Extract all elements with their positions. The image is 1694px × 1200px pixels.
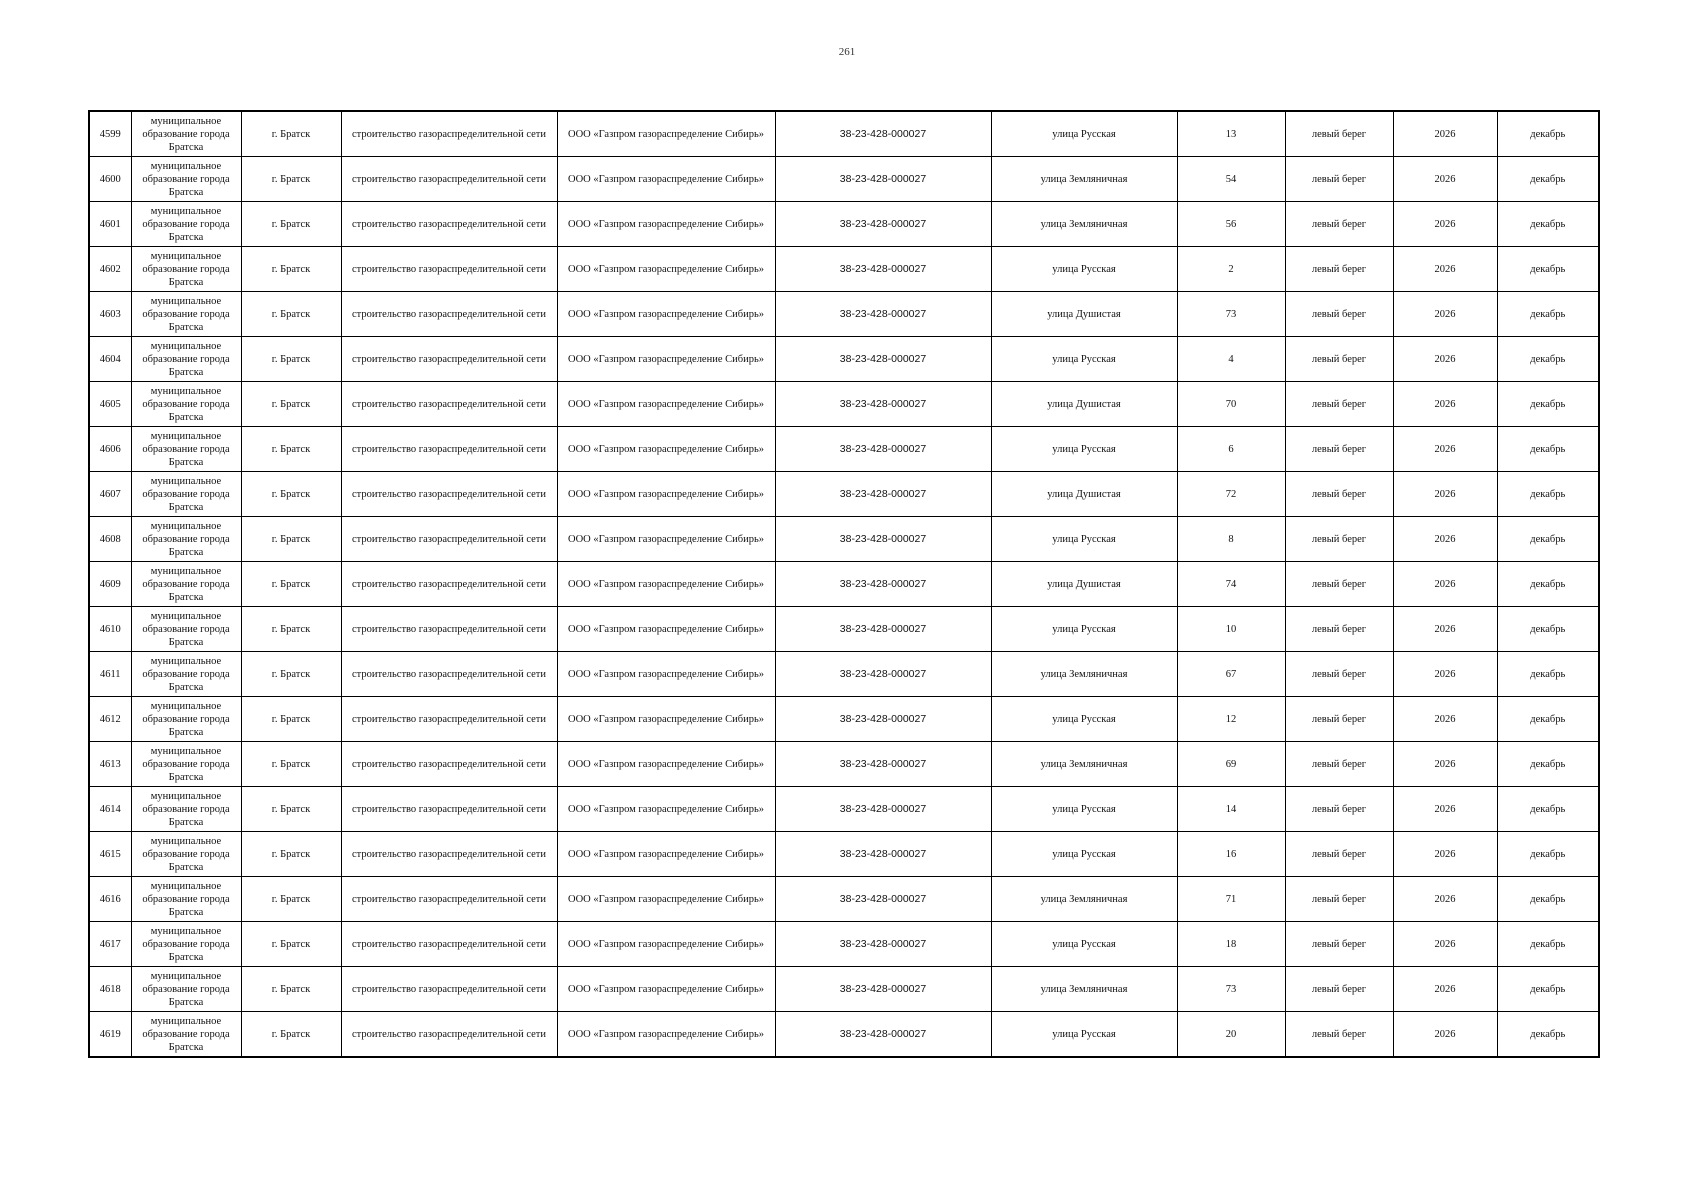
cell-municipality: муниципальное образование города Братска — [131, 922, 241, 967]
cell-settlement: г. Братск — [241, 922, 341, 967]
cell-street: улица Русская — [991, 607, 1177, 652]
cell-river-bank: левый берег — [1285, 202, 1393, 247]
cell-street: улица Русская — [991, 111, 1177, 157]
cell-object: строительство газораспределительной сети — [341, 1012, 557, 1058]
cell-river-bank: левый берег — [1285, 832, 1393, 877]
cell-street: улица Душистая — [991, 562, 1177, 607]
cell-month: декабрь — [1497, 787, 1599, 832]
cell-settlement: г. Братск — [241, 202, 341, 247]
cell-municipality: муниципальное образование города Братска — [131, 427, 241, 472]
cell-object: строительство газораспределительной сети — [341, 427, 557, 472]
cell-organization: ООО «Газпром газораспределение Сибирь» — [557, 247, 775, 292]
cell-street: улица Русская — [991, 517, 1177, 562]
cell-code: 38-23-428-000027 — [775, 472, 991, 517]
cell-row-number: 4607 — [89, 472, 131, 517]
cell-organization: ООО «Газпром газораспределение Сибирь» — [557, 111, 775, 157]
cell-river-bank: левый берег — [1285, 382, 1393, 427]
cell-object: строительство газораспределительной сети — [341, 111, 557, 157]
cell-code: 38-23-428-000027 — [775, 652, 991, 697]
cell-month: декабрь — [1497, 157, 1599, 202]
cell-street: улица Земляничная — [991, 652, 1177, 697]
cell-municipality: муниципальное образование города Братска — [131, 292, 241, 337]
cell-street: улица Русская — [991, 922, 1177, 967]
cell-house-number: 16 — [1177, 832, 1285, 877]
cell-settlement: г. Братск — [241, 382, 341, 427]
table-row — [89, 697, 1599, 742]
cell-organization: ООО «Газпром газораспределение Сибирь» — [557, 832, 775, 877]
cell-street: улица Русская — [991, 787, 1177, 832]
cell-river-bank: левый берег — [1285, 337, 1393, 382]
cell-street: улица Русская — [991, 247, 1177, 292]
table-row — [89, 292, 1599, 337]
cell-object: строительство газораспределительной сети — [341, 157, 557, 202]
cell-settlement: г. Братск — [241, 292, 341, 337]
cell-municipality: муниципальное образование города Братска — [131, 337, 241, 382]
cell-house-number: 8 — [1177, 517, 1285, 562]
cell-river-bank: левый берег — [1285, 787, 1393, 832]
cell-code: 38-23-428-000027 — [775, 337, 991, 382]
cell-settlement: г. Братск — [241, 1012, 341, 1058]
cell-river-bank: левый берег — [1285, 922, 1393, 967]
cell-code: 38-23-428-000027 — [775, 292, 991, 337]
cell-municipality: муниципальное образование города Братска — [131, 742, 241, 787]
cell-object: строительство газораспределительной сети — [341, 607, 557, 652]
table-row — [89, 382, 1599, 427]
cell-year: 2026 — [1393, 967, 1497, 1012]
cell-house-number: 69 — [1177, 742, 1285, 787]
table-row — [89, 247, 1599, 292]
cell-river-bank: левый берег — [1285, 111, 1393, 157]
cell-street: улица Земляничная — [991, 877, 1177, 922]
cell-code: 38-23-428-000027 — [775, 382, 991, 427]
cell-code: 38-23-428-000027 — [775, 562, 991, 607]
cell-year: 2026 — [1393, 832, 1497, 877]
table-row — [89, 922, 1599, 967]
cell-code: 38-23-428-000027 — [775, 742, 991, 787]
cell-organization: ООО «Газпром газораспределение Сибирь» — [557, 922, 775, 967]
cell-code: 38-23-428-000027 — [775, 157, 991, 202]
cell-row-number: 4618 — [89, 967, 131, 1012]
table-row — [89, 427, 1599, 472]
cell-code: 38-23-428-000027 — [775, 787, 991, 832]
cell-organization: ООО «Газпром газораспределение Сибирь» — [557, 787, 775, 832]
cell-month: декабрь — [1497, 562, 1599, 607]
cell-organization: ООО «Газпром газораспределение Сибирь» — [557, 607, 775, 652]
cell-organization: ООО «Газпром газораспределение Сибирь» — [557, 157, 775, 202]
cell-settlement: г. Братск — [241, 607, 341, 652]
cell-object: строительство газораспределительной сети — [341, 652, 557, 697]
cell-house-number: 6 — [1177, 427, 1285, 472]
cell-house-number: 54 — [1177, 157, 1285, 202]
cell-code: 38-23-428-000027 — [775, 517, 991, 562]
table-row — [89, 742, 1599, 787]
cell-object: строительство газораспределительной сети — [341, 697, 557, 742]
cell-month: декабрь — [1497, 742, 1599, 787]
cell-street: улица Русская — [991, 832, 1177, 877]
table-row — [89, 202, 1599, 247]
cell-river-bank: левый берег — [1285, 877, 1393, 922]
cell-municipality: муниципальное образование города Братска — [131, 111, 241, 157]
cell-organization: ООО «Газпром газораспределение Сибирь» — [557, 742, 775, 787]
cell-row-number: 4612 — [89, 697, 131, 742]
cell-year: 2026 — [1393, 517, 1497, 562]
table-row — [89, 832, 1599, 877]
cell-municipality: муниципальное образование города Братска — [131, 157, 241, 202]
cell-house-number: 70 — [1177, 382, 1285, 427]
cell-row-number: 4606 — [89, 427, 131, 472]
cell-house-number: 14 — [1177, 787, 1285, 832]
cell-organization: ООО «Газпром газораспределение Сибирь» — [557, 697, 775, 742]
cell-object: строительство газораспределительной сети — [341, 517, 557, 562]
cell-organization: ООО «Газпром газораспределение Сибирь» — [557, 967, 775, 1012]
cell-street: улица Душистая — [991, 382, 1177, 427]
cell-house-number: 4 — [1177, 337, 1285, 382]
cell-settlement: г. Братск — [241, 111, 341, 157]
cell-month: декабрь — [1497, 967, 1599, 1012]
cell-row-number: 4601 — [89, 202, 131, 247]
cell-year: 2026 — [1393, 427, 1497, 472]
cell-month: декабрь — [1497, 877, 1599, 922]
cell-organization: ООО «Газпром газораспределение Сибирь» — [557, 472, 775, 517]
cell-house-number: 74 — [1177, 562, 1285, 607]
cell-year: 2026 — [1393, 562, 1497, 607]
cell-municipality: муниципальное образование города Братска — [131, 877, 241, 922]
cell-house-number: 13 — [1177, 111, 1285, 157]
cell-municipality: муниципальное образование города Братска — [131, 697, 241, 742]
cell-municipality: муниципальное образование города Братска — [131, 967, 241, 1012]
cell-month: декабрь — [1497, 697, 1599, 742]
cell-organization: ООО «Газпром газораспределение Сибирь» — [557, 517, 775, 562]
cell-row-number: 4605 — [89, 382, 131, 427]
cell-row-number: 4616 — [89, 877, 131, 922]
cell-month: декабрь — [1497, 832, 1599, 877]
cell-municipality: муниципальное образование города Братска — [131, 562, 241, 607]
cell-settlement: г. Братск — [241, 157, 341, 202]
cell-row-number: 4603 — [89, 292, 131, 337]
cell-river-bank: левый берег — [1285, 427, 1393, 472]
table-row — [89, 337, 1599, 382]
cell-code: 38-23-428-000027 — [775, 1012, 991, 1058]
table-row — [89, 652, 1599, 697]
cell-river-bank: левый берег — [1285, 562, 1393, 607]
cell-object: строительство газораспределительной сети — [341, 247, 557, 292]
cell-river-bank: левый берег — [1285, 967, 1393, 1012]
cell-municipality: муниципальное образование города Братска — [131, 472, 241, 517]
cell-year: 2026 — [1393, 337, 1497, 382]
cell-object: строительство газораспределительной сети — [341, 382, 557, 427]
cell-street: улица Русская — [991, 337, 1177, 382]
cell-house-number: 73 — [1177, 967, 1285, 1012]
table-row — [89, 877, 1599, 922]
cell-year: 2026 — [1393, 247, 1497, 292]
cell-river-bank: левый берег — [1285, 247, 1393, 292]
table-row — [89, 607, 1599, 652]
cell-object: строительство газораспределительной сети — [341, 562, 557, 607]
cell-river-bank: левый берег — [1285, 517, 1393, 562]
cell-organization: ООО «Газпром газораспределение Сибирь» — [557, 202, 775, 247]
cell-code: 38-23-428-000027 — [775, 247, 991, 292]
cell-code: 38-23-428-000027 — [775, 922, 991, 967]
cell-house-number: 2 — [1177, 247, 1285, 292]
table-body — [89, 111, 1599, 1057]
cell-row-number: 4617 — [89, 922, 131, 967]
cell-object: строительство газораспределительной сети — [341, 832, 557, 877]
cell-house-number: 73 — [1177, 292, 1285, 337]
cell-year: 2026 — [1393, 472, 1497, 517]
cell-house-number: 56 — [1177, 202, 1285, 247]
table-row — [89, 967, 1599, 1012]
cell-municipality: муниципальное образование города Братска — [131, 832, 241, 877]
cell-row-number: 4619 — [89, 1012, 131, 1058]
cell-settlement: г. Братск — [241, 832, 341, 877]
gas-network-registry-table — [88, 110, 1600, 1058]
cell-street: улица Душистая — [991, 292, 1177, 337]
cell-street: улица Земляничная — [991, 967, 1177, 1012]
cell-row-number: 4611 — [89, 652, 131, 697]
cell-month: декабрь — [1497, 607, 1599, 652]
cell-code: 38-23-428-000027 — [775, 427, 991, 472]
cell-object: строительство газораспределительной сети — [341, 337, 557, 382]
cell-code: 38-23-428-000027 — [775, 832, 991, 877]
cell-settlement: г. Братск — [241, 652, 341, 697]
cell-municipality: муниципальное образование города Братска — [131, 652, 241, 697]
cell-organization: ООО «Газпром газораспределение Сибирь» — [557, 337, 775, 382]
cell-municipality: муниципальное образование города Братска — [131, 607, 241, 652]
cell-month: декабрь — [1497, 652, 1599, 697]
cell-row-number: 4599 — [89, 111, 131, 157]
cell-river-bank: левый берег — [1285, 292, 1393, 337]
cell-code: 38-23-428-000027 — [775, 967, 991, 1012]
table-row — [89, 157, 1599, 202]
cell-settlement: г. Братск — [241, 787, 341, 832]
table-row — [89, 517, 1599, 562]
cell-organization: ООО «Газпром газораспределение Сибирь» — [557, 427, 775, 472]
cell-organization: ООО «Газпром газораспределение Сибирь» — [557, 652, 775, 697]
cell-settlement: г. Братск — [241, 562, 341, 607]
cell-municipality: муниципальное образование города Братска — [131, 787, 241, 832]
cell-organization: ООО «Газпром газораспределение Сибирь» — [557, 292, 775, 337]
cell-month: декабрь — [1497, 202, 1599, 247]
cell-code: 38-23-428-000027 — [775, 697, 991, 742]
cell-street: улица Земляничная — [991, 157, 1177, 202]
cell-code: 38-23-428-000027 — [775, 202, 991, 247]
cell-month: декабрь — [1497, 247, 1599, 292]
cell-year: 2026 — [1393, 697, 1497, 742]
cell-settlement: г. Братск — [241, 427, 341, 472]
cell-municipality: муниципальное образование города Братска — [131, 517, 241, 562]
cell-month: декабрь — [1497, 922, 1599, 967]
cell-settlement: г. Братск — [241, 472, 341, 517]
cell-organization: ООО «Газпром газораспределение Сибирь» — [557, 877, 775, 922]
cell-river-bank: левый берег — [1285, 697, 1393, 742]
cell-settlement: г. Братск — [241, 247, 341, 292]
cell-year: 2026 — [1393, 742, 1497, 787]
cell-month: декабрь — [1497, 111, 1599, 157]
cell-house-number: 18 — [1177, 922, 1285, 967]
table-row — [89, 111, 1599, 157]
cell-municipality: муниципальное образование города Братска — [131, 1012, 241, 1058]
cell-settlement: г. Братск — [241, 877, 341, 922]
cell-year: 2026 — [1393, 787, 1497, 832]
cell-street: улица Русская — [991, 697, 1177, 742]
cell-month: декабрь — [1497, 1012, 1599, 1058]
cell-year: 2026 — [1393, 607, 1497, 652]
cell-street: улица Земляничная — [991, 742, 1177, 787]
cell-row-number: 4602 — [89, 247, 131, 292]
cell-street: улица Русская — [991, 1012, 1177, 1058]
cell-year: 2026 — [1393, 382, 1497, 427]
cell-street: улица Душистая — [991, 472, 1177, 517]
cell-object: строительство газораспределительной сети — [341, 787, 557, 832]
cell-river-bank: левый берег — [1285, 607, 1393, 652]
cell-municipality: муниципальное образование города Братска — [131, 382, 241, 427]
cell-row-number: 4615 — [89, 832, 131, 877]
table-row — [89, 472, 1599, 517]
cell-month: декабрь — [1497, 292, 1599, 337]
cell-river-bank: левый берег — [1285, 472, 1393, 517]
page-number: 261 — [838, 46, 856, 58]
cell-settlement: г. Братск — [241, 517, 341, 562]
cell-house-number: 71 — [1177, 877, 1285, 922]
cell-year: 2026 — [1393, 652, 1497, 697]
cell-object: строительство газораспределительной сети — [341, 967, 557, 1012]
cell-river-bank: левый берег — [1285, 652, 1393, 697]
table-row — [89, 1012, 1599, 1058]
cell-organization: ООО «Газпром газораспределение Сибирь» — [557, 562, 775, 607]
cell-house-number: 72 — [1177, 472, 1285, 517]
cell-object: строительство газораспределительной сети — [341, 292, 557, 337]
cell-object: строительство газораспределительной сети — [341, 472, 557, 517]
cell-month: декабрь — [1497, 382, 1599, 427]
table-row — [89, 562, 1599, 607]
cell-year: 2026 — [1393, 157, 1497, 202]
cell-river-bank: левый берег — [1285, 742, 1393, 787]
cell-house-number: 12 — [1177, 697, 1285, 742]
cell-row-number: 4613 — [89, 742, 131, 787]
table-row — [89, 787, 1599, 832]
cell-street: улица Русская — [991, 427, 1177, 472]
cell-river-bank: левый берег — [1285, 1012, 1393, 1058]
cell-month: декабрь — [1497, 337, 1599, 382]
cell-year: 2026 — [1393, 111, 1497, 157]
cell-row-number: 4600 — [89, 157, 131, 202]
cell-row-number: 4604 — [89, 337, 131, 382]
cell-settlement: г. Братск — [241, 337, 341, 382]
cell-street: улица Земляничная — [991, 202, 1177, 247]
cell-organization: ООО «Газпром газораспределение Сибирь» — [557, 1012, 775, 1058]
cell-house-number: 10 — [1177, 607, 1285, 652]
cell-municipality: муниципальное образование города Братска — [131, 247, 241, 292]
cell-settlement: г. Братск — [241, 742, 341, 787]
cell-row-number: 4614 — [89, 787, 131, 832]
cell-settlement: г. Братск — [241, 697, 341, 742]
cell-code: 38-23-428-000027 — [775, 877, 991, 922]
cell-month: декабрь — [1497, 517, 1599, 562]
cell-month: декабрь — [1497, 472, 1599, 517]
cell-house-number: 20 — [1177, 1012, 1285, 1058]
cell-year: 2026 — [1393, 202, 1497, 247]
cell-river-bank: левый берег — [1285, 157, 1393, 202]
cell-year: 2026 — [1393, 292, 1497, 337]
cell-row-number: 4608 — [89, 517, 131, 562]
cell-object: строительство газораспределительной сети — [341, 877, 557, 922]
cell-municipality: муниципальное образование города Братска — [131, 202, 241, 247]
cell-row-number: 4609 — [89, 562, 131, 607]
cell-object: строительство газораспределительной сети — [341, 922, 557, 967]
cell-year: 2026 — [1393, 922, 1497, 967]
cell-year: 2026 — [1393, 877, 1497, 922]
cell-year: 2026 — [1393, 1012, 1497, 1058]
cell-month: декабрь — [1497, 427, 1599, 472]
cell-code: 38-23-428-000027 — [775, 607, 991, 652]
cell-settlement: г. Братск — [241, 967, 341, 1012]
cell-organization: ООО «Газпром газораспределение Сибирь» — [557, 382, 775, 427]
cell-house-number: 67 — [1177, 652, 1285, 697]
cell-object: строительство газораспределительной сети — [341, 742, 557, 787]
cell-row-number: 4610 — [89, 607, 131, 652]
cell-object: строительство газораспределительной сети — [341, 202, 557, 247]
cell-code: 38-23-428-000027 — [775, 111, 991, 157]
